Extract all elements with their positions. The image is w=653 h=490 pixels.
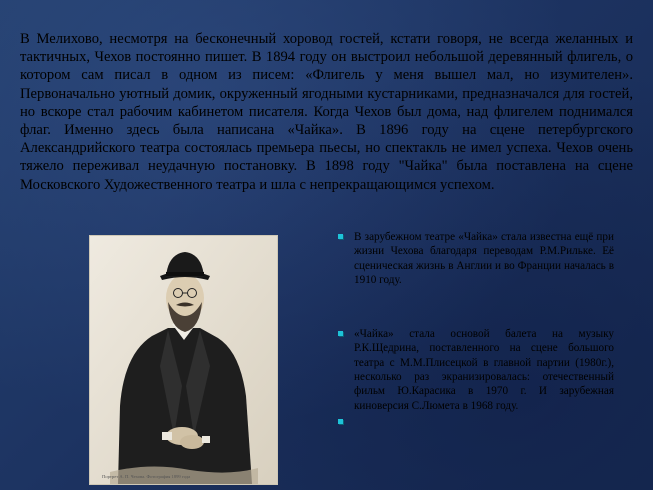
bullet-text-1: В зарубежном театре «Чайка» стала известна ещё при жизни Чехова благодаря переводам Р.М.Рильке. Её сценическая жизнь в Англии и во Франции началась в 1910 году. [354, 231, 614, 286]
bullet-list [336, 230, 614, 427]
bullet-square-icon [338, 331, 343, 336]
bullet-item-1 [336, 230, 614, 287]
chekhov-portrait-photo [90, 236, 277, 484]
bullet-square-icon [338, 419, 343, 424]
bullet-item-3 [336, 415, 614, 427]
portrait-image [90, 236, 277, 484]
bullet-item-2 [336, 327, 614, 413]
main-paragraph: В Мелихово, несмотря на бесконечный хоровод гостей, кстати говоря, не всегда желанных и тактичных, Чехов постоянно пишет. В 1894 году он выстроил небольшой деревянный флигель, о котором сам писал в одном из писем: «Флигель у меня вышел мал, но изумителен». Первоначально уютный домик, окруженный ягодными кустарниками, предназначался для гостей, но вскоре стал рабочим кабинетом писателя. Когда Чехов был дома, над флигелем поднимался флаг. Именно здесь была написана «Чайка». В 1896 году на сцене петербургского Александрийского театра состоялась премьера пьесы, но спектакль не имел успеха. Чехов очень тяжело переживал неудачную постановку. В 1898 году "Чайка" была поставлена на сцене Московского Художественного театра и шла с непрекращающимся успехом. [20, 31, 633, 193]
portrait-caption: Портрет А. П. Чехова. Фотография 1899 года [102, 474, 191, 479]
bullet-text-2: «Чайка» стала основой балета на музыку Р.К.Щедрина, поставленного на сцене большого театра с М.М.Плисецкой в главной партии (1980г.), несколько раз экранизировалась: отечественный фильм Ю.Карасика в 1970 г. И зарубежная киноверсия С.Люмета в 1968 году. [354, 328, 614, 412]
bullet-square-icon [338, 234, 343, 239]
